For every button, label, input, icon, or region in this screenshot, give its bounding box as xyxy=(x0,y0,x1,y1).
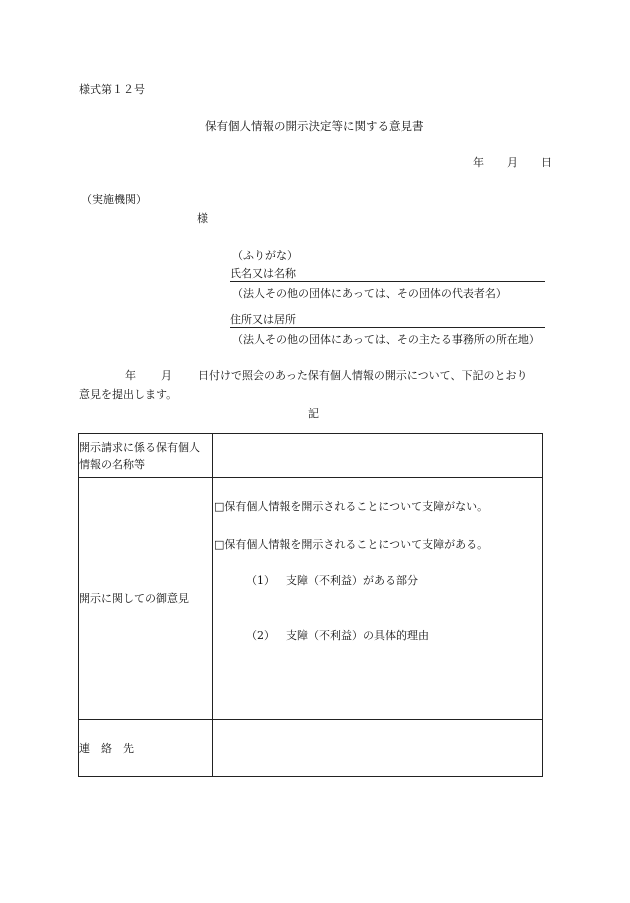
contact-label: 連 絡 先 xyxy=(79,741,134,755)
intro-text-line2: 意見を提出します。 xyxy=(79,388,178,401)
address-note: （法人その他の団体にあっては、その主たる事務所の所在地） xyxy=(232,333,540,346)
sub-item-1-number: （1） xyxy=(246,574,275,587)
opinion-label-cell xyxy=(79,478,213,720)
name-note: （法人その他の団体にあっては、その団体の代表者名） xyxy=(232,287,507,300)
furigana-label: （ふりがな） xyxy=(232,249,298,262)
table-row-opinion xyxy=(79,478,543,720)
address-underline xyxy=(230,327,545,328)
recipient-honorific: 様 xyxy=(197,212,208,225)
contact-value-cell[interactable] xyxy=(213,720,543,777)
name-underline xyxy=(230,281,545,282)
form-number: 様式第１２号 xyxy=(79,83,145,96)
table-row-info-name xyxy=(79,434,543,478)
sub-item-2-text: 支障（不利益）の具体的理由 xyxy=(286,629,429,642)
recipient-org: （実施機関） xyxy=(81,193,147,206)
sub-item-1-text: 支障（不利益）がある部分 xyxy=(286,574,418,587)
opinion-label: 開示に関しての御意見 xyxy=(79,592,189,605)
document-title: 保有個人情報の開示決定等に関する意見書 xyxy=(205,119,424,133)
date-day: 日 xyxy=(541,156,552,169)
address-label: 住所又は居所 xyxy=(230,313,296,326)
intro-text-line1: 日付けで照会のあった保有個人情報の開示について、下記のとおり xyxy=(198,369,528,382)
option-no-issue[interactable]: □保有個人情報を開示されることについて支障がない。 xyxy=(214,500,489,513)
name-label: 氏名又は名称 xyxy=(230,267,296,280)
intro-month: 月 xyxy=(161,369,172,382)
sub-item-2-number: （2） xyxy=(246,629,275,642)
option-has-issue[interactable]: □保有個人情報を開示されることについて支障がある。 xyxy=(214,538,489,551)
opinion-table xyxy=(78,433,543,777)
intro-year: 年 xyxy=(125,369,136,382)
info-name-label-cell xyxy=(79,434,213,478)
ki-heading: 記 xyxy=(308,407,319,420)
contact-label-cell xyxy=(79,720,213,777)
info-name-value-cell[interactable] xyxy=(213,434,543,478)
date-month: 月 xyxy=(507,156,518,169)
opinion-value-cell[interactable] xyxy=(213,478,543,720)
info-name-label-line1: 開示請求に係る保有個人 xyxy=(79,440,200,454)
table-row-contact xyxy=(79,720,543,777)
date-year: 年 xyxy=(473,156,484,169)
info-name-label-line2: 情報の名称等 xyxy=(79,457,145,471)
